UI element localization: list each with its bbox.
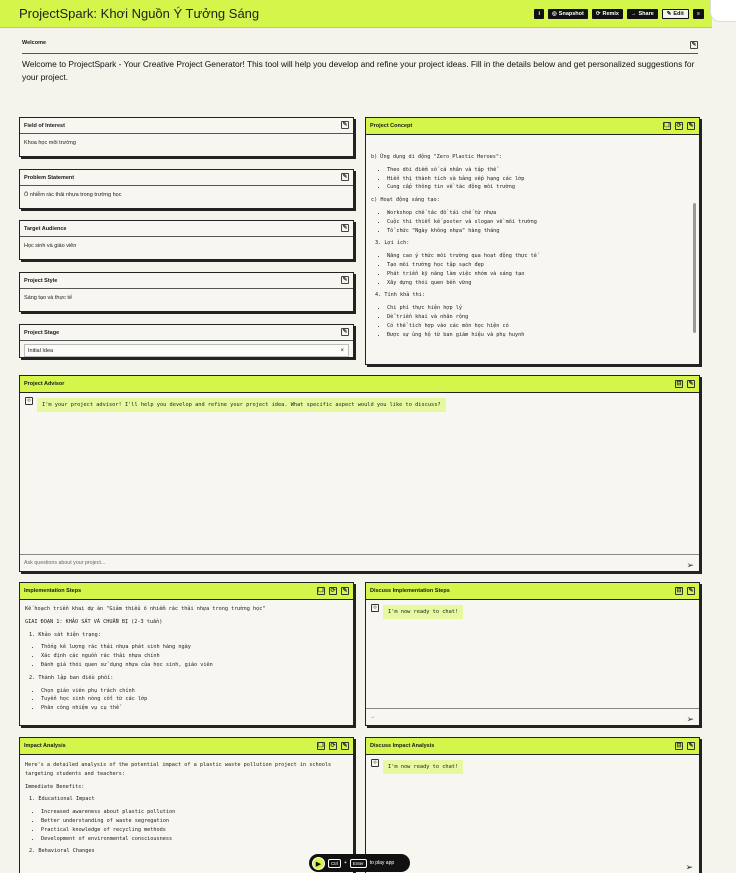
impact-analysis-panel bbox=[19, 737, 354, 873]
impact-intro: Here's a detailed analysis of the potential impact of a plastic waste pollution project in schools targeting students and teachers: bbox=[25, 762, 332, 777]
bot-icon: ☺ bbox=[371, 759, 379, 767]
edit-icon[interactable]: ✎ bbox=[342, 743, 348, 749]
concept-heading: b) Ứng dụng di động "Zero Plastic Heroes": bbox=[371, 154, 503, 160]
concept-heading: 3. Lợi ích: bbox=[375, 240, 410, 247]
panel-title: Project Concept bbox=[370, 123, 413, 129]
copy-icon[interactable]: ❐ bbox=[318, 588, 324, 594]
discuss-impact-chat bbox=[366, 755, 699, 778]
welcome-text: Welcome to ProjectSpark - Your Creative Project Generator! This tool will help you develop and refine your project ideas. Fill in the details below and get personalized suggestions for your project. bbox=[22, 59, 695, 82]
implementation-heading: 1. Khảo sát hiện trạng: bbox=[29, 631, 101, 638]
edit-icon[interactable]: ✎ bbox=[342, 329, 348, 335]
pencil-icon: ✎ bbox=[666, 11, 672, 17]
regenerate-icon[interactable]: ⟳ bbox=[676, 123, 682, 129]
field-label: Project Style bbox=[24, 278, 58, 284]
list-item: • Development of environmental consciousness bbox=[41, 835, 348, 844]
list-item: • Cuộc thi thiết kế poster và slogan về môi trường bbox=[387, 218, 694, 227]
ctrl-key: Ctrl bbox=[328, 859, 341, 868]
list-item: • Increased awareness about plastic pollution bbox=[41, 808, 348, 817]
panel-title: Implementation Steps bbox=[24, 588, 82, 594]
list-item: • Practical knowledge of recycling methods bbox=[41, 826, 348, 835]
copy-icon[interactable]: ❐ bbox=[664, 123, 670, 129]
discuss-implementation-chat bbox=[366, 600, 699, 623]
implementation-heading: 2. Thành lập ban điều phối: bbox=[29, 674, 114, 681]
play-icon[interactable]: ▶ bbox=[312, 857, 325, 870]
project-style-value[interactable]: Sáng tạo và thực tế bbox=[24, 295, 73, 301]
menu-button[interactable] bbox=[693, 9, 704, 19]
panel-title: Discuss Impact Analysis bbox=[370, 743, 435, 749]
project-stage-select[interactable]: Initial Idea × bbox=[24, 344, 349, 357]
copy-icon[interactable]: ❐ bbox=[318, 743, 324, 749]
list-item: • Tạo môi trường học tập sạch đẹp bbox=[387, 261, 694, 270]
advisor-input[interactable]: Ask questions about your project... ➢ bbox=[20, 554, 699, 571]
save-icon[interactable]: ⊟ bbox=[676, 588, 682, 594]
plus-sign: + bbox=[344, 860, 347, 866]
advisor-chat bbox=[20, 393, 699, 416]
welcome-label: Welcome bbox=[22, 40, 47, 46]
impact-content bbox=[20, 755, 353, 864]
edit-icon[interactable]: ✎ bbox=[688, 743, 694, 749]
implementation-content bbox=[20, 600, 353, 717]
list-item: • Đánh giá thói quen sử dụng nhựa của học sinh, giáo viên bbox=[41, 661, 348, 670]
top-bar bbox=[0, 0, 712, 28]
clear-icon[interactable]: × bbox=[340, 348, 344, 354]
camera-icon: ◎ bbox=[551, 11, 557, 17]
field-of-interest-value[interactable]: Khoa học môi trường bbox=[24, 140, 76, 146]
target-audience-card bbox=[19, 220, 354, 260]
info-button[interactable]: i bbox=[534, 9, 544, 19]
implementation-steps-panel bbox=[19, 582, 354, 726]
edit-icon[interactable]: ✎ bbox=[342, 225, 348, 231]
edit-icon[interactable]: ✎ bbox=[342, 122, 348, 128]
field-of-interest-card bbox=[19, 117, 354, 157]
problem-statement-value[interactable]: Ô nhiễm rác thải nhựa trong trường học bbox=[24, 192, 122, 198]
chat-message: I'm now ready to chat! bbox=[383, 605, 463, 619]
impact-heading: 1. Educational Impact bbox=[29, 796, 95, 803]
list-item: • Cung cấp thông tin về tác động môi trường bbox=[387, 183, 694, 192]
impact-heading: 2. Behavioral Changes bbox=[29, 848, 95, 855]
project-stage-card bbox=[19, 324, 354, 358]
field-label: Target Audience bbox=[24, 226, 67, 232]
chat-message: I'm now ready to chat! bbox=[383, 760, 463, 774]
edit-icon[interactable]: ✎ bbox=[342, 588, 348, 594]
list-item: • Theo dõi điểm số cá nhân và tập thể bbox=[387, 166, 694, 175]
window-corner bbox=[710, 0, 736, 22]
play-label: to play app bbox=[369, 860, 395, 866]
edit-icon[interactable]: ✎ bbox=[688, 588, 694, 594]
list-item: • Thống kê lượng rác thải nhựa phát sinh hàng ngày bbox=[41, 643, 348, 652]
edit-icon[interactable]: ✎ bbox=[342, 174, 348, 180]
save-icon[interactable]: ⊟ bbox=[676, 743, 682, 749]
share-button[interactable]: → Share bbox=[627, 9, 658, 19]
problem-statement-card bbox=[19, 169, 354, 209]
concept-content bbox=[366, 135, 699, 343]
edit-icon[interactable]: ✎ bbox=[688, 381, 694, 387]
edit-icon[interactable]: ✎ bbox=[342, 277, 348, 283]
send-icon[interactable]: ➢ bbox=[686, 560, 694, 570]
hamburger-icon: ≡ bbox=[696, 11, 700, 17]
enter-key: Enter bbox=[350, 859, 367, 868]
discuss-implementation-panel bbox=[365, 582, 700, 726]
panel-title: Project Advisor bbox=[24, 381, 65, 387]
concept-heading: 4. Tính khả thi: bbox=[375, 292, 425, 299]
regenerate-icon[interactable]: ⟳ bbox=[330, 588, 336, 594]
list-item: • Xác định các nguồn rác thải nhựa chính bbox=[41, 652, 348, 661]
welcome-section bbox=[22, 40, 698, 83]
edit-button[interactable]: ✎ Edit bbox=[662, 9, 689, 19]
remix-button[interactable]: ⟳ Remix bbox=[592, 9, 623, 19]
list-item: • Phân công nhiệm vụ cụ thể bbox=[41, 704, 348, 713]
snapshot-button[interactable]: ◎ Snapshot bbox=[548, 9, 588, 19]
list-item: • Có thể tích hợp vào các môn học hiện có bbox=[387, 322, 694, 331]
list-item: • Xây dựng thói quen bền vững bbox=[387, 279, 694, 288]
list-item: • Dễ triển khai và nhân rộng bbox=[387, 313, 694, 322]
list-item: • Chọn giáo viên phụ trách chính bbox=[41, 687, 348, 696]
play-app-hint[interactable] bbox=[309, 854, 410, 872]
concept-heading: c) Hoạt động sáng tạo: bbox=[371, 197, 440, 204]
save-icon[interactable]: ⊟ bbox=[676, 381, 682, 387]
edit-icon[interactable]: ✎ bbox=[688, 123, 694, 129]
discuss-impact-panel bbox=[365, 737, 700, 873]
list-item: • Tổ chức "Ngày không nhựa" hàng tháng bbox=[387, 227, 694, 236]
panel-title: Impact Analysis bbox=[24, 743, 66, 749]
project-style-card bbox=[19, 272, 354, 312]
app-title: ProjectSpark: Khơi Nguồn Ý Tưởng Sáng bbox=[19, 6, 260, 21]
bot-icon: ☺ bbox=[25, 397, 33, 405]
project-concept-panel bbox=[365, 117, 700, 365]
impact-heading: Immediate Benefits: bbox=[25, 783, 85, 790]
implementation-phase: GIAI ĐOẠN 1: KHẢO SÁT VÀ CHUẨN BỊ (2-3 tuần) bbox=[25, 618, 163, 625]
list-item: • Workshop chế tác đồ tái chế từ nhựa bbox=[387, 209, 694, 218]
scrollbar[interactable] bbox=[693, 203, 696, 333]
list-item: • Chi phí thực hiện hợp lý bbox=[387, 304, 694, 313]
send-icon[interactable]: ➢ bbox=[686, 714, 694, 724]
list-item: • Hiển thị thành tích và bảng xếp hạng các lớp bbox=[387, 175, 694, 184]
advisor-message: I'm your project advisor! I'll help you develop and refine your project idea. What specific aspect would you like to discuss? bbox=[37, 398, 446, 412]
list-item: • Nâng cao ý thức môi trường qua hoạt động thực tế bbox=[387, 252, 694, 261]
list-item: • Tuyển học sinh nòng cốt từ các lớp bbox=[41, 695, 348, 704]
regenerate-icon[interactable]: ⟳ bbox=[330, 743, 336, 749]
discuss-implementation-input[interactable]: → ➢ bbox=[366, 708, 699, 725]
list-item: • Được sự ủng hộ từ ban giám hiệu và phụ huynh bbox=[387, 331, 694, 340]
edit-icon[interactable]: ✎ bbox=[691, 42, 697, 48]
implementation-intro: Kế hoạch triển khai dự án "Giảm thiểu ô nhiễm rác thải nhựa trong trường học" bbox=[25, 606, 266, 612]
toolbar-actions bbox=[534, 9, 704, 19]
bot-icon: ☺ bbox=[371, 604, 379, 612]
field-label: Project Stage bbox=[24, 330, 60, 336]
arrow-right-icon: → bbox=[630, 11, 637, 17]
remix-icon: ⟳ bbox=[595, 11, 601, 17]
panel-title: Discuss Implementation Steps bbox=[370, 588, 450, 594]
target-audience-value[interactable]: Học sinh và giáo viên bbox=[24, 243, 77, 249]
list-item: • Better understanding of waste segregation bbox=[41, 817, 348, 826]
project-advisor-panel bbox=[19, 375, 700, 572]
field-label: Problem Statement bbox=[24, 175, 75, 181]
list-item: • Phát triển kỹ năng làm việc nhóm và sáng tạo bbox=[387, 270, 694, 279]
field-label: Field of Interest bbox=[24, 123, 65, 129]
send-icon[interactable]: ➢ bbox=[685, 862, 693, 872]
